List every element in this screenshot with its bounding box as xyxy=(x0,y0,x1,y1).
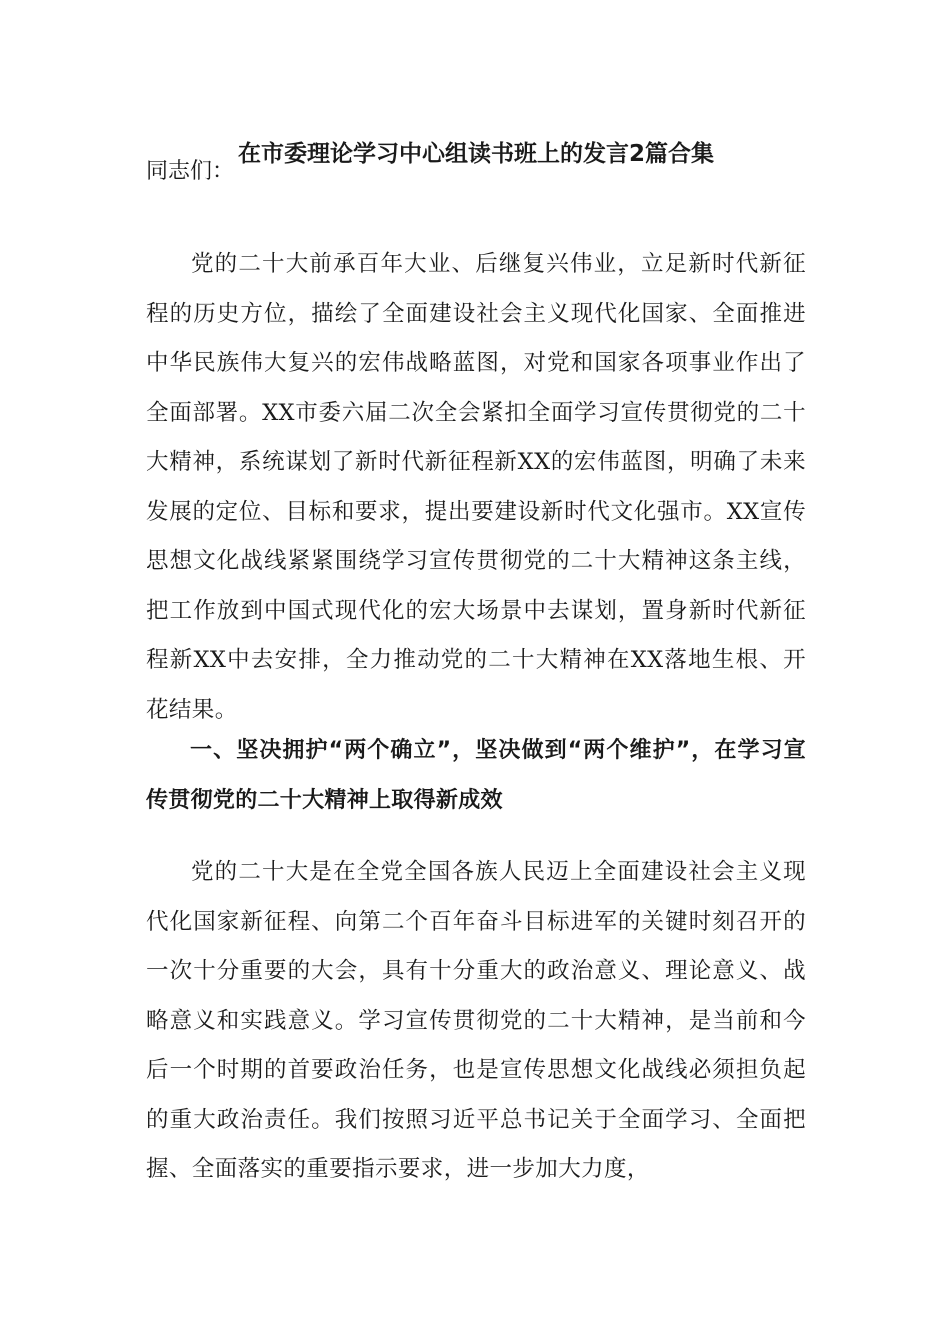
section-heading-1: 一、坚决拥护“两个确立”，坚决做到“两个维护”，在学习宣传贯彻党的二十大精神上取得新成效 xyxy=(146,738,806,813)
body-paragraph-2: 党的二十大是在全党全国各族人民迈上全面建设社会主义现代化国家新征程、向第二个百年奋斗目标进军的关键时刻召开的一次十分重要的大会，具有十分重大的政治意义、理论意义、战略意义和实践意义。学习宣传贯彻党的二十大精神，是当前和今后一个时期的首要政治任务，也是宣传思想文化战线必须担负起的重大政治责任。我们按照习近平总书记关于全面学习、全面把握、全面落实的重要指示要求，进一步加大力度， xyxy=(146,859,806,1182)
document-title: 在市委理论学习中心组读书班上的发言2篇合集 xyxy=(237,141,714,167)
document-page xyxy=(146,0,806,1344)
salutation: 同志们： xyxy=(146,159,235,184)
body-paragraph-1: 党的二十大前承百年大业、后继复兴伟业，立足新时代新征程的历史方位，描绘了全面建设社会主义现代化国家、全面推进中华民族伟大复兴的宏伟战略蓝图，对党和国家各项事业作出了全面部署。XX市委六届二次全会紧扣全面学习宣传贯彻党的二十大精神，系统谋划了新时代新征程新XX的宏伟蓝图，明确了未来发展的定位、目标和要求，提出要建设新时代文化强市。XX宣传思想文化战线紧紧围绕学习宣传贯彻党的二十大精神这条主线，把工作放到中国式现代化的宏大场景中去谋划，置身新时代新征程新XX中去安排，全力推动党的二十大精神在XX落地生根、开花结果。 xyxy=(146,251,806,723)
